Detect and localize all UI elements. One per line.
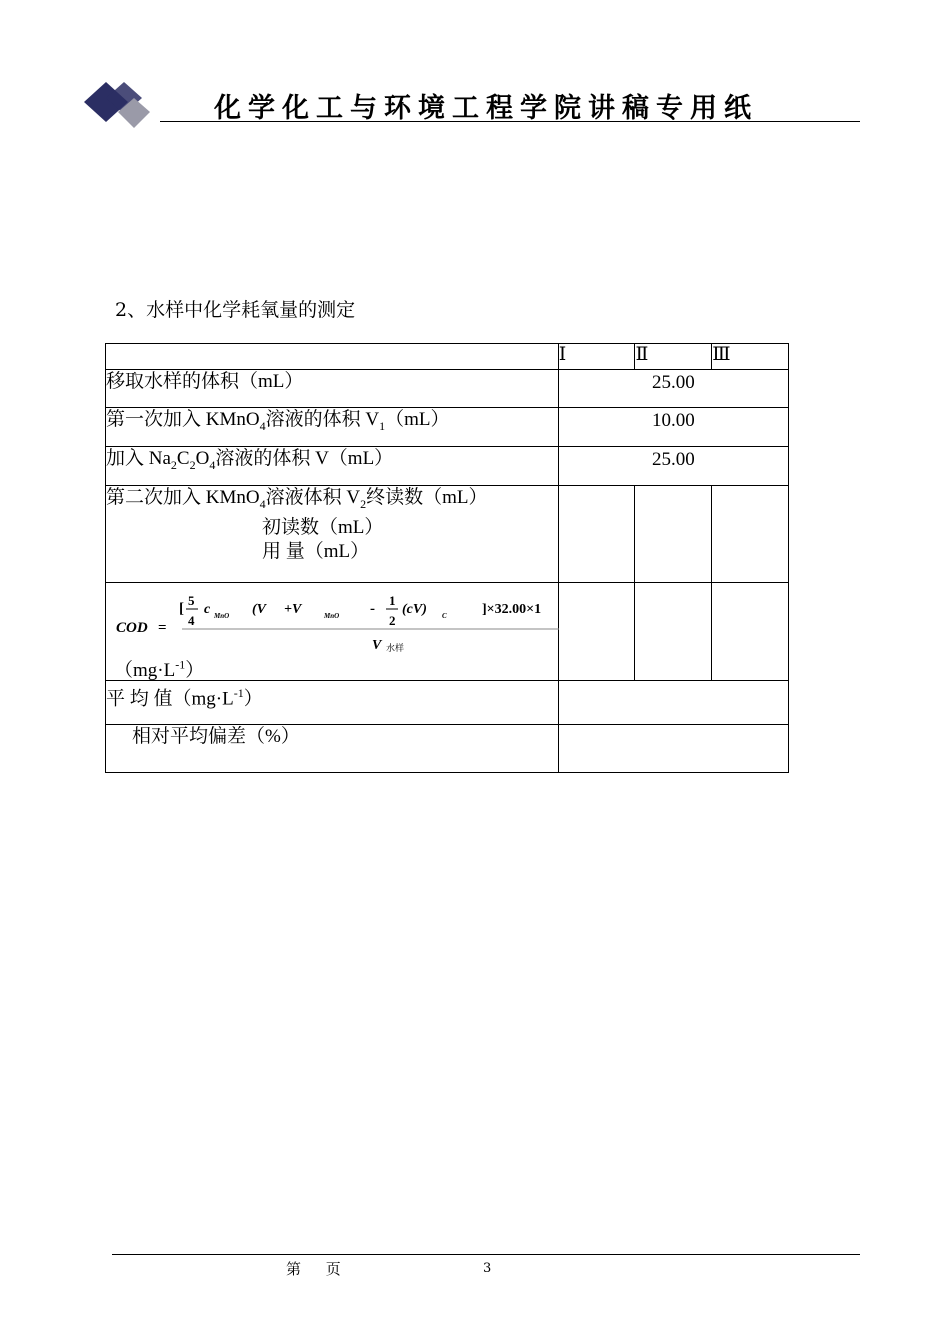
svg-text:+V: +V	[284, 602, 302, 617]
row-value: 25.00	[558, 447, 788, 486]
svg-text:MnO: MnO	[214, 612, 230, 620]
row-label: 平 均 值$(mg\cdot L^{-1})$	[106, 681, 559, 725]
column-header-3: Ⅲ	[712, 344, 789, 370]
value-cell-2	[635, 486, 712, 583]
footer-page-label: 第 页	[286, 1260, 351, 1278]
cod-measurement-table	[105, 343, 789, 773]
college-logo	[84, 78, 156, 132]
cod-unit: $(mg\cdot L^{-1})$	[114, 657, 205, 681]
svg-text:水样: 水样	[386, 643, 405, 653]
svg-text:4: 4	[188, 613, 195, 628]
svg-text:COD: COD	[116, 620, 148, 636]
table-row-cod-formula	[106, 583, 789, 681]
row-label: 移取水样的体积（mL）	[106, 370, 559, 408]
value-cell-3	[712, 486, 789, 583]
value-cell-1	[558, 486, 635, 583]
row-label: 相对平均偏差（%）	[106, 725, 559, 773]
svg-text:[: [	[179, 601, 184, 617]
svg-text:2: 2	[389, 613, 396, 628]
cod-formula-cell	[106, 583, 559, 681]
svg-text:(V: (V	[252, 602, 266, 617]
svg-text:MnO: MnO	[324, 612, 340, 620]
cod-formula	[114, 585, 559, 655]
svg-text:=: =	[158, 620, 167, 636]
column-header-2: Ⅱ	[635, 344, 712, 370]
row-label: 第二次加入 KMnO$_4$溶液体积 $V_2$终读数（mL） 初读数（mL） 用 量（mL）	[106, 486, 559, 583]
header-rule	[160, 121, 860, 122]
value-cell-1	[558, 583, 635, 681]
row-label: 第一次加入 KMnO$_4$溶液的体积 $V_1(mL)$	[106, 408, 559, 447]
row-value: 10.00	[558, 408, 788, 447]
row-label: 加入 $Na_2C_2O_4$溶液的体积 V（mL）	[106, 447, 559, 486]
table-row-na2c2o4	[106, 447, 789, 486]
section-heading: 2、水样中化学耗氧量的测定	[115, 299, 356, 321]
svg-text:-: -	[370, 601, 375, 617]
svg-text:V: V	[372, 638, 382, 653]
table-row-average	[106, 681, 789, 725]
initial-reading-label: 初读数（mL）	[262, 516, 384, 538]
header-title: 化学化工与环境工程学院讲稿专用纸	[214, 93, 758, 124]
header-blank-cell	[106, 344, 559, 370]
relative-deviation-value-cell	[558, 725, 788, 773]
table-row-relative-deviation	[106, 725, 789, 773]
column-header-1: Ⅰ	[558, 344, 635, 370]
table-row-kmno4-second	[106, 486, 789, 583]
used-volume-label: 用 量（mL）	[262, 540, 370, 562]
footer-page-number: 3	[483, 1261, 492, 1276]
table-header-row	[106, 344, 789, 370]
table-row-sample-volume	[106, 370, 789, 408]
value-cell-3	[712, 583, 789, 681]
row-value: 25.00	[558, 370, 788, 408]
value-cell-2	[635, 583, 712, 681]
svg-text:]×32.00×1: ]×32.00×1	[482, 602, 542, 617]
svg-text:5: 5	[188, 593, 195, 608]
svg-text:c: c	[204, 602, 211, 617]
table-row-kmno4-first	[106, 408, 789, 447]
svg-text:C: C	[442, 612, 447, 620]
svg-text:1: 1	[389, 593, 396, 608]
average-value-cell	[558, 681, 788, 725]
footer-rule	[112, 1254, 860, 1255]
svg-text:(cV): (cV)	[402, 602, 427, 617]
